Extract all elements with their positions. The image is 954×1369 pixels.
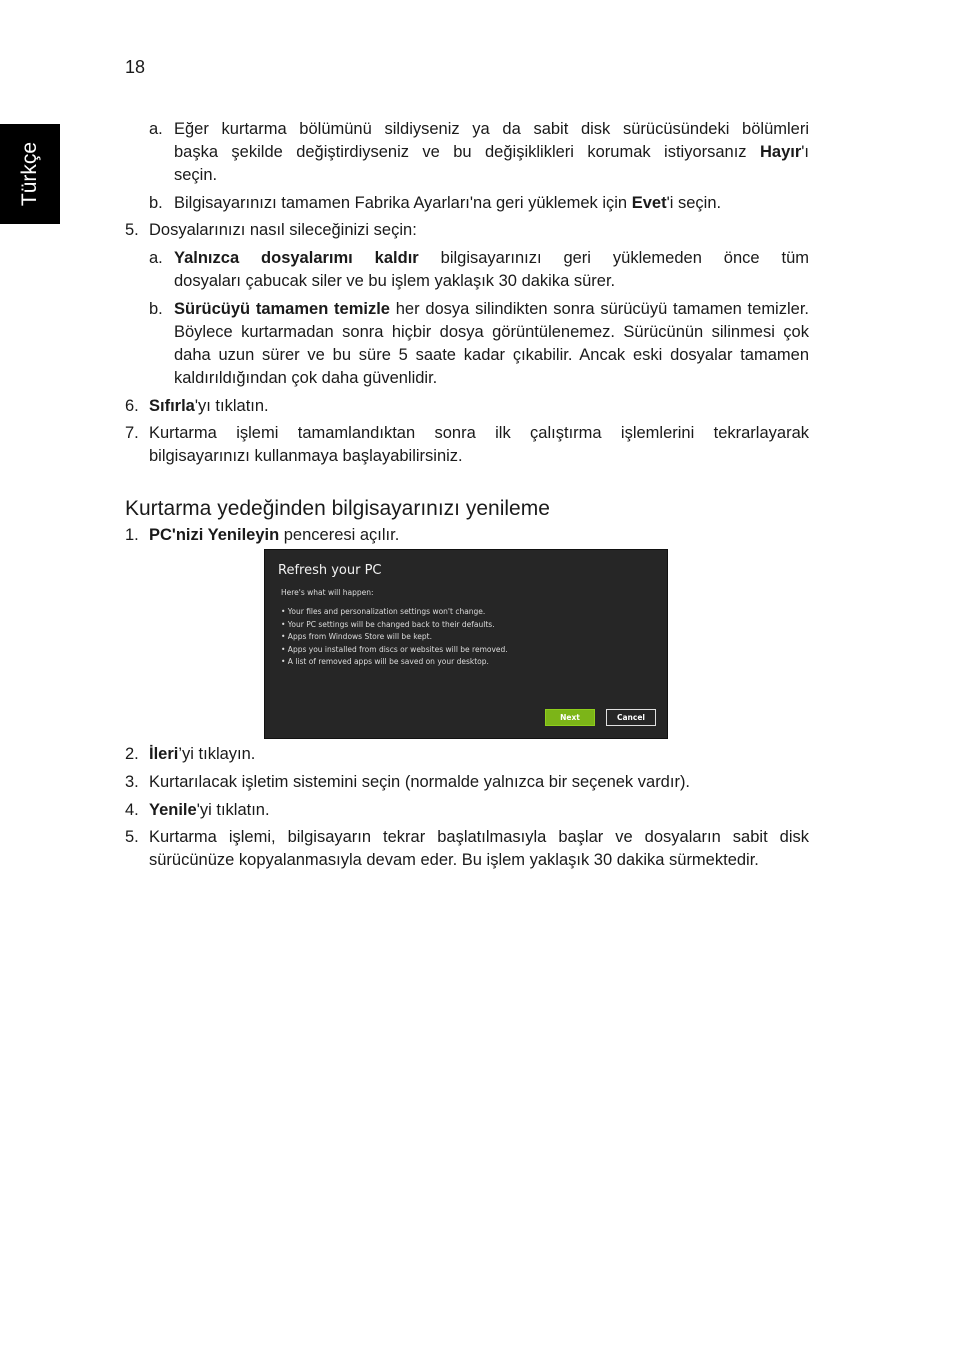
cancel-button[interactable]: Cancel: [606, 709, 656, 726]
list-marker: a.: [149, 120, 163, 138]
list-marker: 2.: [125, 745, 139, 763]
list-marker: 5.: [125, 828, 139, 846]
list-item: Yenile'yi tıklatın.: [149, 801, 270, 819]
section-heading: Kurtarma yedeğinden bilgisayarınızı yenileme: [125, 497, 550, 520]
list-marker: b.: [149, 194, 163, 212]
list-item: • Your PC settings will be changed back to their defaults.: [281, 619, 495, 629]
list-marker: b.: [149, 300, 163, 318]
refresh-pc-screenshot: [264, 549, 668, 739]
screenshot-intro: Here's what will happen:: [281, 588, 374, 597]
list-marker: 4.: [125, 801, 139, 819]
list-item: Kurtarma işlemi tamamlandıktan sonra ilk çalıştırma işlemlerini tekrarlayarak bilgisayarınızı kullanmaya başlayabilirsiniz.: [149, 424, 809, 465]
screenshot-title: Refresh your PC: [278, 563, 382, 578]
list-item: Dosyalarınızı nasıl sileceğinizi seçin:: [149, 221, 417, 239]
list-marker: a.: [149, 249, 163, 267]
list-marker: 5.: [125, 221, 139, 239]
list-item: Sürücüyü tamamen temizle her dosya silindikten sonra sürücüyü tamamen temizler. Böylece kurtarmadan sonra hiçbir dosya görüntülenemez. Sürücünün silinmesi çok daha uzun sürer ve bu süre 5 saate kadar çıkabilir. Ancak eski dosyalar tamamen kaldırıldığından çok daha güvenlidir.: [174, 300, 809, 387]
list-item: Yalnızca dosyalarımı kaldır bilgisayarınızı geri yüklemeden önce tüm dosyaları çabucak siler ve bu işlem yaklaşık 30 dakika sürer.: [174, 249, 810, 290]
list-item: • Your files and personalization settings won't change.: [281, 607, 486, 616]
page-number: 18: [125, 57, 146, 77]
list-marker: 6.: [125, 397, 139, 415]
list-item: İleri’yi tıklayın.: [149, 745, 256, 763]
language-tab-label: Türkçe: [18, 141, 41, 207]
list-item: • A list of removed apps will be saved on your desktop.: [281, 657, 489, 666]
list-marker: 3.: [125, 773, 139, 791]
list-item: Kurtarma işlemi, bilgisayarın tekrar başlatılmasıyla başlar ve dosyaların sabit disk sürücünüze kopyalanmasıyla devam eder. Bu işlem yaklaşık 30 dakika sürmektedir.: [149, 828, 809, 869]
list-item: Kurtarılacak işletim sistemini seçin (normalde yalnızca bir seçenek vardır).: [149, 773, 691, 791]
list-item: • Apps from Windows Store will be kept.: [281, 632, 432, 641]
list-item: Sıfırla'yı tıklatın.: [149, 397, 269, 415]
list-marker: 1.: [125, 526, 139, 544]
list-item: Bilgisayarınızı tamamen Fabrika Ayarları'na geri yüklemek için Evet'i seçin.: [174, 194, 722, 212]
list-item: Eğer kurtarma bölümünü sildiyseniz ya da sabit disk sürücüsündeki bölümleri başka şekilde değiştirdiyseniz ve bu değişiklikleri korumak istiyorsanız Hayır'ı seçin.: [174, 120, 809, 184]
list-item: PC'nizi Yenileyin penceresi açılır.: [149, 526, 400, 544]
screenshot-bullet-list: [281, 606, 508, 669]
list-item: • Apps you installed from discs or websites will be removed.: [281, 644, 508, 654]
next-button[interactable]: Next: [545, 709, 595, 726]
language-tab: [0, 124, 60, 224]
list-marker: 7.: [125, 424, 139, 442]
